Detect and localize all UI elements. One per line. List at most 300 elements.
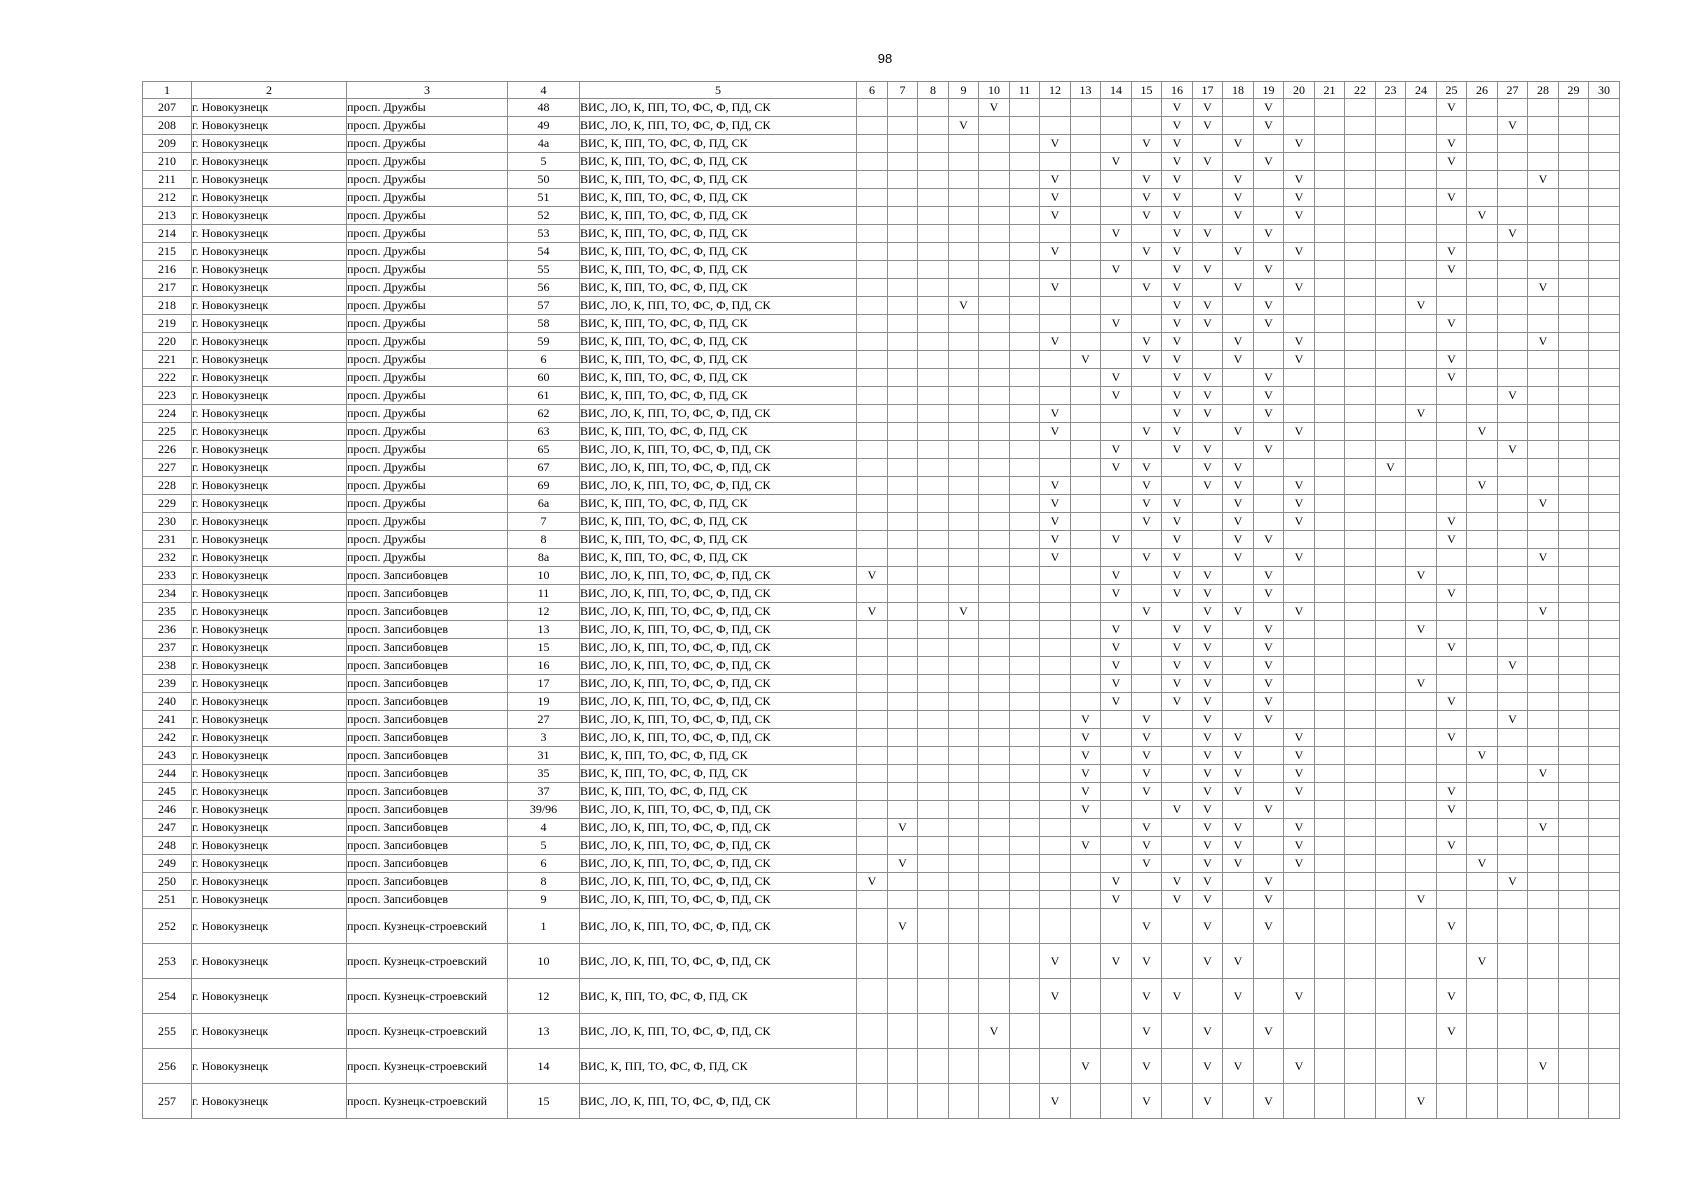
empty-cell bbox=[1467, 243, 1498, 261]
empty-cell bbox=[1071, 333, 1101, 351]
check-mark-cell: V bbox=[949, 603, 979, 621]
check-mark-cell: V bbox=[1406, 297, 1437, 315]
empty-cell bbox=[1010, 549, 1040, 567]
empty-cell bbox=[1589, 1084, 1620, 1119]
row-number-cell: 257 bbox=[143, 1084, 192, 1119]
check-mark-cell: V bbox=[1162, 387, 1193, 405]
check-mark-cell: V bbox=[1132, 279, 1162, 297]
empty-cell bbox=[1162, 729, 1193, 747]
empty-cell bbox=[1498, 765, 1528, 783]
empty-cell bbox=[1284, 675, 1315, 693]
empty-cell bbox=[1010, 765, 1040, 783]
empty-cell bbox=[1467, 279, 1498, 297]
check-mark-cell: V bbox=[1071, 351, 1101, 369]
empty-cell bbox=[1162, 837, 1193, 855]
empty-cell bbox=[1589, 297, 1620, 315]
empty-cell bbox=[918, 513, 949, 531]
empty-cell bbox=[1528, 693, 1559, 711]
check-mark-cell: V bbox=[888, 819, 918, 837]
empty-cell bbox=[1254, 513, 1284, 531]
empty-cell bbox=[1223, 675, 1254, 693]
empty-cell bbox=[1101, 819, 1132, 837]
empty-cell bbox=[1315, 369, 1345, 387]
empty-cell bbox=[1345, 909, 1376, 944]
check-mark-cell: V bbox=[1284, 351, 1315, 369]
table-row bbox=[143, 225, 1620, 243]
empty-cell bbox=[888, 711, 918, 729]
empty-cell bbox=[1315, 944, 1345, 979]
empty-cell bbox=[1589, 747, 1620, 765]
empty-cell bbox=[1376, 297, 1406, 315]
check-mark-cell: V bbox=[1254, 117, 1284, 135]
check-mark-cell: V bbox=[1284, 207, 1315, 225]
empty-cell bbox=[1162, 944, 1193, 979]
empty-cell bbox=[1162, 1084, 1193, 1119]
empty-cell bbox=[1315, 783, 1345, 801]
empty-cell bbox=[1376, 979, 1406, 1014]
empty-cell bbox=[1132, 369, 1162, 387]
empty-cell bbox=[1589, 441, 1620, 459]
check-mark-cell: V bbox=[1254, 369, 1284, 387]
empty-cell bbox=[918, 459, 949, 477]
empty-cell bbox=[1101, 711, 1132, 729]
city-cell: г. Новокузнецк bbox=[192, 891, 347, 909]
row-number-cell: 226 bbox=[143, 441, 192, 459]
empty-cell bbox=[1406, 369, 1437, 387]
empty-cell bbox=[1589, 513, 1620, 531]
check-mark-cell: V bbox=[1040, 1084, 1071, 1119]
empty-cell bbox=[979, 261, 1010, 279]
row-number-cell: 256 bbox=[143, 1049, 192, 1084]
empty-cell bbox=[1101, 135, 1132, 153]
column-header: 15 bbox=[1132, 82, 1162, 99]
check-mark-cell: V bbox=[1223, 531, 1254, 549]
empty-cell bbox=[1284, 909, 1315, 944]
empty-cell bbox=[1376, 1084, 1406, 1119]
empty-cell bbox=[1498, 1014, 1528, 1049]
empty-cell bbox=[949, 621, 979, 639]
empty-cell bbox=[1437, 675, 1467, 693]
empty-cell bbox=[1315, 333, 1345, 351]
check-mark-cell: V bbox=[1132, 944, 1162, 979]
check-mark-cell: V bbox=[1193, 117, 1223, 135]
empty-cell bbox=[1101, 765, 1132, 783]
table-row bbox=[143, 765, 1620, 783]
house-cell: 48 bbox=[508, 99, 580, 117]
check-mark-cell: V bbox=[1284, 603, 1315, 621]
check-mark-cell: V bbox=[1132, 423, 1162, 441]
check-mark-cell: V bbox=[1101, 675, 1132, 693]
empty-cell bbox=[1132, 873, 1162, 891]
empty-cell bbox=[888, 153, 918, 171]
empty-cell bbox=[1071, 387, 1101, 405]
check-mark-cell: V bbox=[1437, 909, 1467, 944]
check-mark-cell: V bbox=[1406, 1084, 1437, 1119]
empty-cell bbox=[1223, 1014, 1254, 1049]
check-mark-cell: V bbox=[1223, 423, 1254, 441]
empty-cell bbox=[1010, 567, 1040, 585]
row-number-cell: 221 bbox=[143, 351, 192, 369]
empty-cell bbox=[1315, 1049, 1345, 1084]
empty-cell bbox=[888, 279, 918, 297]
types-cell: ВИС, ЛО, К, ПП, ТО, ФС, Ф, ПД, СК bbox=[580, 621, 857, 639]
check-mark-cell: V bbox=[1528, 171, 1559, 189]
empty-cell bbox=[1528, 405, 1559, 423]
empty-cell bbox=[1376, 639, 1406, 657]
empty-cell bbox=[1315, 585, 1345, 603]
empty-cell bbox=[1010, 729, 1040, 747]
empty-cell bbox=[1376, 944, 1406, 979]
empty-cell bbox=[1254, 351, 1284, 369]
check-mark-cell: V bbox=[1223, 279, 1254, 297]
empty-cell bbox=[1071, 909, 1101, 944]
check-mark-cell: V bbox=[1193, 225, 1223, 243]
empty-cell bbox=[1254, 189, 1284, 207]
house-cell: 60 bbox=[508, 369, 580, 387]
table-row bbox=[143, 405, 1620, 423]
types-cell: ВИС, ЛО, К, ПП, ТО, ФС, Ф, ПД, СК bbox=[580, 1014, 857, 1049]
types-cell: ВИС, ЛО, К, ПП, ТО, ФС, Ф, ПД, СК bbox=[580, 891, 857, 909]
empty-cell bbox=[1467, 873, 1498, 891]
empty-cell bbox=[888, 495, 918, 513]
row-number-cell: 211 bbox=[143, 171, 192, 189]
empty-cell bbox=[918, 657, 949, 675]
empty-cell bbox=[1071, 135, 1101, 153]
empty-cell bbox=[1040, 693, 1071, 711]
empty-cell bbox=[1437, 657, 1467, 675]
check-mark-cell: V bbox=[1193, 459, 1223, 477]
empty-cell bbox=[1498, 297, 1528, 315]
check-mark-cell: V bbox=[1101, 315, 1132, 333]
empty-cell bbox=[1376, 279, 1406, 297]
empty-cell bbox=[1589, 873, 1620, 891]
check-mark-cell: V bbox=[888, 855, 918, 873]
empty-cell bbox=[1010, 819, 1040, 837]
empty-cell bbox=[1193, 279, 1223, 297]
street-cell: просп. Запсибовцев bbox=[347, 603, 508, 621]
check-mark-cell: V bbox=[1223, 603, 1254, 621]
empty-cell bbox=[918, 783, 949, 801]
empty-cell bbox=[888, 979, 918, 1014]
check-mark-cell: V bbox=[1162, 675, 1193, 693]
table-row bbox=[143, 639, 1620, 657]
empty-cell bbox=[918, 639, 949, 657]
empty-cell bbox=[1071, 657, 1101, 675]
check-mark-cell: V bbox=[1132, 855, 1162, 873]
empty-cell bbox=[1162, 855, 1193, 873]
empty-cell bbox=[1101, 207, 1132, 225]
empty-cell bbox=[1498, 1084, 1528, 1119]
empty-cell bbox=[949, 99, 979, 117]
city-cell: г. Новокузнецк bbox=[192, 135, 347, 153]
empty-cell bbox=[1010, 801, 1040, 819]
empty-cell bbox=[857, 441, 888, 459]
empty-cell bbox=[857, 621, 888, 639]
empty-cell bbox=[1315, 495, 1345, 513]
check-mark-cell: V bbox=[1376, 459, 1406, 477]
row-number-cell: 225 bbox=[143, 423, 192, 441]
empty-cell bbox=[1559, 423, 1589, 441]
row-number-cell: 232 bbox=[143, 549, 192, 567]
street-cell: просп. Дружбы bbox=[347, 117, 508, 135]
empty-cell bbox=[857, 387, 888, 405]
house-cell: 8 bbox=[508, 873, 580, 891]
empty-cell bbox=[1010, 783, 1040, 801]
street-cell: просп. Запсибовцев bbox=[347, 729, 508, 747]
empty-cell bbox=[1406, 639, 1437, 657]
city-cell: г. Новокузнецк bbox=[192, 279, 347, 297]
empty-cell bbox=[1406, 944, 1437, 979]
empty-cell bbox=[1528, 979, 1559, 1014]
empty-cell bbox=[1589, 783, 1620, 801]
empty-cell bbox=[1589, 711, 1620, 729]
empty-cell bbox=[979, 675, 1010, 693]
empty-cell bbox=[1406, 819, 1437, 837]
empty-cell bbox=[949, 351, 979, 369]
check-mark-cell: V bbox=[1040, 423, 1071, 441]
empty-cell bbox=[1406, 979, 1437, 1014]
empty-cell bbox=[1132, 585, 1162, 603]
empty-cell bbox=[1345, 405, 1376, 423]
house-cell: 12 bbox=[508, 979, 580, 1014]
empty-cell bbox=[1223, 585, 1254, 603]
check-mark-cell: V bbox=[1284, 243, 1315, 261]
row-number-cell: 219 bbox=[143, 315, 192, 333]
empty-cell bbox=[1498, 837, 1528, 855]
empty-cell bbox=[1315, 405, 1345, 423]
check-mark-cell: V bbox=[1101, 459, 1132, 477]
empty-cell bbox=[1345, 944, 1376, 979]
empty-cell bbox=[1589, 729, 1620, 747]
check-mark-cell: V bbox=[1132, 459, 1162, 477]
empty-cell bbox=[1284, 387, 1315, 405]
empty-cell bbox=[1437, 567, 1467, 585]
empty-cell bbox=[979, 243, 1010, 261]
empty-cell bbox=[1528, 477, 1559, 495]
empty-cell bbox=[857, 405, 888, 423]
table-row bbox=[143, 801, 1620, 819]
empty-cell bbox=[1528, 909, 1559, 944]
empty-cell bbox=[1498, 639, 1528, 657]
empty-cell bbox=[1071, 855, 1101, 873]
street-cell: просп. Запсибовцев bbox=[347, 621, 508, 639]
city-cell: г. Новокузнецк bbox=[192, 225, 347, 243]
empty-cell bbox=[1223, 99, 1254, 117]
house-cell: 8 bbox=[508, 531, 580, 549]
house-cell: 5 bbox=[508, 153, 580, 171]
empty-cell bbox=[979, 549, 1010, 567]
empty-cell bbox=[1315, 549, 1345, 567]
empty-cell bbox=[1254, 279, 1284, 297]
empty-cell bbox=[1406, 189, 1437, 207]
empty-cell bbox=[1498, 171, 1528, 189]
empty-cell bbox=[857, 135, 888, 153]
empty-cell bbox=[1559, 944, 1589, 979]
check-mark-cell: V bbox=[1132, 1014, 1162, 1049]
empty-cell bbox=[888, 621, 918, 639]
empty-cell bbox=[1376, 603, 1406, 621]
empty-cell bbox=[1376, 135, 1406, 153]
check-mark-cell: V bbox=[1437, 801, 1467, 819]
empty-cell bbox=[949, 207, 979, 225]
empty-cell bbox=[1040, 315, 1071, 333]
empty-cell bbox=[1559, 531, 1589, 549]
empty-cell bbox=[1559, 477, 1589, 495]
empty-cell bbox=[1345, 441, 1376, 459]
house-cell: 65 bbox=[508, 441, 580, 459]
empty-cell bbox=[1437, 891, 1467, 909]
house-cell: 31 bbox=[508, 747, 580, 765]
empty-cell bbox=[949, 693, 979, 711]
column-header: 1 bbox=[143, 82, 192, 99]
empty-cell bbox=[1437, 711, 1467, 729]
check-mark-cell: V bbox=[1071, 1049, 1101, 1084]
check-mark-cell: V bbox=[1162, 261, 1193, 279]
empty-cell bbox=[1376, 729, 1406, 747]
city-cell: г. Новокузнецк bbox=[192, 639, 347, 657]
types-cell: ВИС, ЛО, К, ПП, ТО, ФС, Ф, ПД, СК bbox=[580, 711, 857, 729]
empty-cell bbox=[1193, 243, 1223, 261]
empty-cell bbox=[1589, 279, 1620, 297]
empty-cell bbox=[888, 729, 918, 747]
empty-cell bbox=[1589, 979, 1620, 1014]
empty-cell bbox=[1345, 261, 1376, 279]
empty-cell bbox=[1498, 351, 1528, 369]
table-row bbox=[143, 873, 1620, 891]
empty-cell bbox=[1040, 459, 1071, 477]
city-cell: г. Новокузнецк bbox=[192, 567, 347, 585]
column-header: 5 bbox=[580, 82, 857, 99]
empty-cell bbox=[1589, 549, 1620, 567]
empty-cell bbox=[1345, 477, 1376, 495]
empty-cell bbox=[1376, 621, 1406, 639]
table-row bbox=[143, 657, 1620, 675]
empty-cell bbox=[888, 657, 918, 675]
empty-cell bbox=[1040, 1049, 1071, 1084]
types-cell: ВИС, К, ПП, ТО, ФС, Ф, ПД, СК bbox=[580, 225, 857, 243]
empty-cell bbox=[949, 477, 979, 495]
empty-cell bbox=[949, 153, 979, 171]
empty-cell bbox=[918, 621, 949, 639]
check-mark-cell: V bbox=[1162, 171, 1193, 189]
street-cell: просп. Запсибовцев bbox=[347, 819, 508, 837]
street-cell: просп. Кузнецк-строевский bbox=[347, 909, 508, 944]
empty-cell bbox=[1345, 387, 1376, 405]
table-row bbox=[143, 711, 1620, 729]
check-mark-cell: V bbox=[1254, 693, 1284, 711]
empty-cell bbox=[1071, 979, 1101, 1014]
check-mark-cell: V bbox=[1071, 837, 1101, 855]
empty-cell bbox=[1284, 99, 1315, 117]
empty-cell bbox=[1315, 891, 1345, 909]
empty-cell bbox=[857, 243, 888, 261]
check-mark-cell: V bbox=[1040, 549, 1071, 567]
empty-cell bbox=[949, 747, 979, 765]
empty-cell bbox=[1010, 405, 1040, 423]
empty-cell bbox=[1071, 675, 1101, 693]
table-row bbox=[143, 783, 1620, 801]
empty-cell bbox=[1315, 477, 1345, 495]
empty-cell bbox=[1315, 297, 1345, 315]
empty-cell bbox=[1254, 944, 1284, 979]
row-number-cell: 229 bbox=[143, 495, 192, 513]
empty-cell bbox=[1071, 153, 1101, 171]
row-number-cell: 242 bbox=[143, 729, 192, 747]
empty-cell bbox=[1193, 171, 1223, 189]
empty-cell bbox=[949, 549, 979, 567]
types-cell: ВИС, К, ПП, ТО, ФС, Ф, ПД, СК bbox=[580, 747, 857, 765]
empty-cell bbox=[1254, 783, 1284, 801]
empty-cell bbox=[857, 837, 888, 855]
check-mark-cell: V bbox=[1498, 117, 1528, 135]
empty-cell bbox=[979, 1049, 1010, 1084]
check-mark-cell: V bbox=[1132, 333, 1162, 351]
empty-cell bbox=[949, 513, 979, 531]
street-cell: просп. Дружбы bbox=[347, 369, 508, 387]
check-mark-cell: V bbox=[1193, 711, 1223, 729]
empty-cell bbox=[918, 1049, 949, 1084]
empty-cell bbox=[1467, 801, 1498, 819]
empty-cell bbox=[1010, 693, 1040, 711]
empty-cell bbox=[1071, 171, 1101, 189]
empty-cell bbox=[1071, 243, 1101, 261]
check-mark-cell: V bbox=[1193, 405, 1223, 423]
empty-cell bbox=[888, 765, 918, 783]
column-header: 18 bbox=[1223, 82, 1254, 99]
table-row bbox=[143, 423, 1620, 441]
table-row bbox=[143, 693, 1620, 711]
empty-cell bbox=[1498, 675, 1528, 693]
empty-cell bbox=[918, 171, 949, 189]
empty-cell bbox=[1315, 603, 1345, 621]
check-mark-cell: V bbox=[1071, 711, 1101, 729]
empty-cell bbox=[1345, 873, 1376, 891]
empty-cell bbox=[918, 729, 949, 747]
empty-cell bbox=[1315, 729, 1345, 747]
street-cell: просп. Запсибовцев bbox=[347, 837, 508, 855]
empty-cell bbox=[1498, 513, 1528, 531]
check-mark-cell: V bbox=[1071, 729, 1101, 747]
empty-cell bbox=[1101, 783, 1132, 801]
empty-cell bbox=[1315, 765, 1345, 783]
check-mark-cell: V bbox=[1162, 423, 1193, 441]
empty-cell bbox=[1376, 837, 1406, 855]
empty-cell bbox=[1345, 99, 1376, 117]
empty-cell bbox=[918, 675, 949, 693]
empty-cell bbox=[1162, 477, 1193, 495]
empty-cell bbox=[857, 225, 888, 243]
empty-cell bbox=[1559, 99, 1589, 117]
column-header: 26 bbox=[1467, 82, 1498, 99]
empty-cell bbox=[1315, 225, 1345, 243]
check-mark-cell: V bbox=[1132, 1049, 1162, 1084]
empty-cell bbox=[1040, 261, 1071, 279]
empty-cell bbox=[918, 873, 949, 891]
empty-cell bbox=[1376, 549, 1406, 567]
types-cell: ВИС, ЛО, К, ПП, ТО, ФС, Ф, ПД, СК bbox=[580, 477, 857, 495]
column-header: 16 bbox=[1162, 82, 1193, 99]
check-mark-cell: V bbox=[1101, 585, 1132, 603]
empty-cell bbox=[888, 549, 918, 567]
empty-cell bbox=[888, 423, 918, 441]
empty-cell bbox=[1040, 837, 1071, 855]
types-cell: ВИС, ЛО, К, ПП, ТО, ФС, Ф, ПД, СК bbox=[580, 729, 857, 747]
empty-cell bbox=[1559, 621, 1589, 639]
empty-cell bbox=[918, 855, 949, 873]
empty-cell bbox=[888, 944, 918, 979]
empty-cell bbox=[1559, 387, 1589, 405]
house-cell: 15 bbox=[508, 1084, 580, 1119]
